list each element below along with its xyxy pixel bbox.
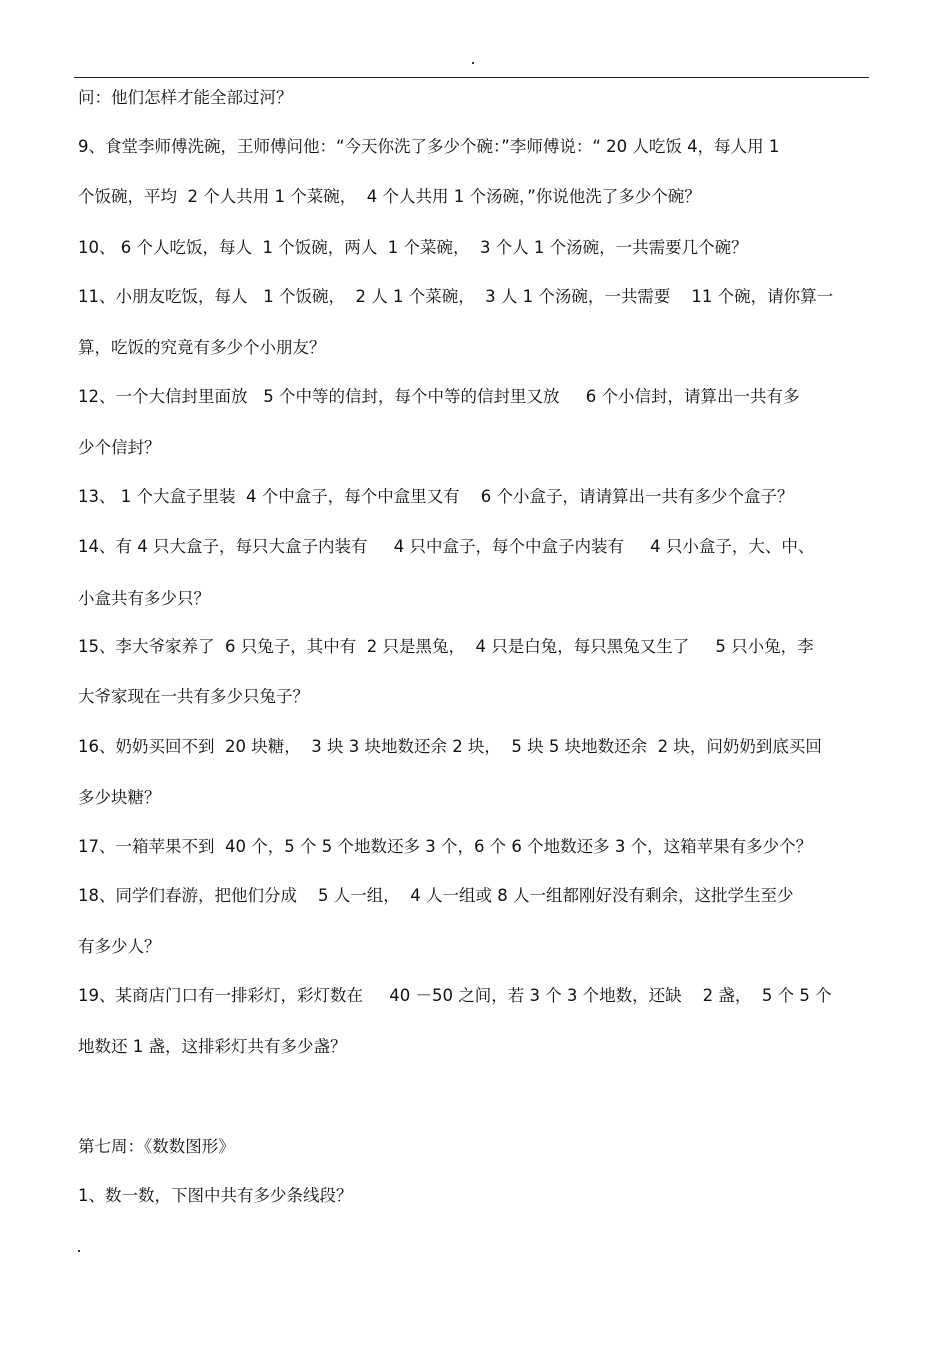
problem-16-line-1: 16、奶奶买回不到 20 块糖， 3 块 3 块地数还余 2 块， 5 块 5 块地数还余 2 块，问奶奶到底买回 <box>78 737 822 756</box>
problem-11-line-1: 11、小朋友吃饭，每人 1 个饭碗， 2 人 1 个菜碗， 3 人 1 个汤碗，一共需要 11 个碗，请你算一 <box>78 287 834 306</box>
problem-10: 10、 6 个人吃饭，每人 1 个饭碗，两人 1 个菜碗， 3 个人 1 个汤碗，一共需要几个碗？ <box>78 238 748 257</box>
problem-19-line-2: 地数还 1 盏，这排彩灯共有多少盏？ <box>78 1037 347 1056</box>
problem-15-line-2: 大爷家现在一共有多少只兔子？ <box>78 687 309 706</box>
text-line-crossing-river-question: 问：他们怎样才能全部过河？ <box>78 88 293 107</box>
problem-18-line-1: 18、同学们春游，把他们分成 5 人一组， 4 人一组或 8 人一组都刚好没有剩余，这批学生至少 <box>78 886 794 905</box>
problem-16-line-2: 多少块糖？ <box>78 788 161 807</box>
problem-14-line-1: 14、有 4 只大盒子，每只大盒子内装有 4 只中盒子，每个中盒子内装有 4 只小盒子，大、中、 <box>78 537 815 556</box>
problem-19-line-1: 19、某商店门口有一排彩灯，彩灯数在 40 －50 之间，若 3 个 3 个地数，还缺 2 盏， 5 个 5 个 <box>78 986 832 1005</box>
problem-13: 13、 1 个大盒子里装 4 个中盒子，每个中盒里又有 6 个小盒子，请请算出一共有多少个盒子？ <box>78 487 794 506</box>
section-heading-week-7: 第七周：《数数图形》 <box>78 1137 235 1156</box>
header-rule <box>74 77 869 78</box>
footer-mark <box>78 1250 80 1252</box>
problem-12-line-1: 12、一个大信封里面放 5 个中等的信封，每个中等的信封里又放 6 个小信封，请算出一共有多 <box>78 387 800 406</box>
problem-17: 17、一箱苹果不到 40 个，5 个 5 个地数还多 3 个，6 个 6 个地数还多 3 个，这箱苹果有多少个？ <box>78 837 813 856</box>
problem-15-line-1: 15、李大爷家养了 6 只兔子，其中有 2 只是黑兔， 4 只是白兔，每只黑兔又生了 5 只小兔，李 <box>78 637 814 656</box>
problem-18-line-2: 有多少人？ <box>78 937 161 956</box>
problem-12-line-2: 少个信封？ <box>78 438 161 457</box>
header-mark <box>472 62 474 64</box>
week-7-problem-1: 1、数一数，下图中共有多少条线段？ <box>78 1186 353 1205</box>
problem-9-line-1: 9、食堂李师傅洗碗，王师傅问他：“今天你洗了多少个碗：”李师傅说：“ 20 人吃饭 4，每人用 1 <box>78 137 780 156</box>
problem-14-line-2: 小盒共有多少只？ <box>78 589 210 608</box>
problem-11-line-2: 算，吃饭的究竟有多少个小朋友？ <box>78 338 326 357</box>
problem-9-line-2: 个饭碗，平均 2 个人共用 1 个菜碗， 4 个人共用 1 个汤碗，”你说他洗了多少个碗？ <box>78 187 701 206</box>
